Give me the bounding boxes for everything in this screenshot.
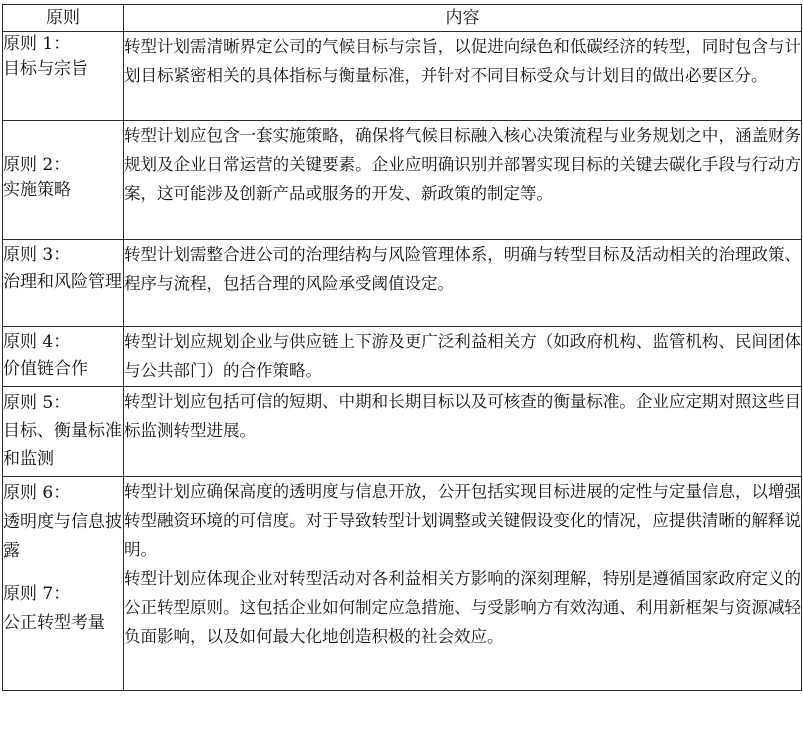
principle-cell [3, 32, 124, 121]
principle-cell [3, 387, 124, 477]
principle-cell [3, 327, 124, 387]
header-content: 内容 [124, 5, 802, 32]
principle-content: 转型计划需整合进公司的治理结构与风险管理体系，明确与转型目标及活动相关的治理政策、程序与流程，包括合理的风险承受阈值设定。 [124, 240, 802, 327]
principle-6-content: 转型计划应确保高度的透明度与信息开放，公开包括实现目标进展的定性与定量信息，以增强转型融资环境的可信度。对于导致转型计划调整或关键假设变化的情况，应提供清晰的解释说明。 [124, 482, 801, 559]
principle-7-block [3, 580, 123, 638]
table-header-row [3, 5, 802, 32]
principle-name: 目标与宗旨 [3, 59, 88, 79]
table-row [3, 32, 802, 121]
table-row [3, 240, 802, 327]
principle-content: 转型计划应包括可信的短期、中期和长期目标以及可核查的衡量标准。企业应定期对照这些目标监测转型进展。 [124, 387, 802, 477]
principle-content: 转型计划应包含一套实施策略，确保将气候目标融入核心决策流程与业务规划之中，涵盖财务规划及企业日常运营的关键要素。企业应明确识别并部署实现目标的关键去碳化手段与行动方案，这可能涉及创新产品或服务的开发、新政策的制定等。 [124, 121, 802, 240]
principle-cell [3, 477, 124, 691]
principle-number: 原则 4： [3, 332, 71, 352]
principle-content: 转型计划需清晰界定公司的气候目标与宗旨，以促进向绿色和低碳经济的转型，同时包含与计划目标紧密相关的具体指标与衡量标准，并针对不同目标受众与计划目的做出必要区分。 [124, 32, 802, 121]
principle-7-content: 转型计划应体现企业对转型活动对各利益相关方影响的深刻理解，特别是遵循国家政府定义的公正转型原则。这包括企业如何制定应急措施、与受影响方有效沟通、利用新框架与资源减轻负面影响，以及如何最大化地创造积极的社会效应。 [124, 569, 801, 646]
principle-cell [3, 240, 124, 327]
principle-name: 透明度与信息披露 [3, 512, 122, 561]
principle-number: 原则 6： [3, 483, 71, 503]
principle-name: 价值链合作 [3, 359, 88, 379]
principles-table [2, 4, 802, 691]
table-row [3, 387, 802, 477]
table-row [3, 327, 802, 387]
header-principle: 原则 [3, 5, 124, 32]
table-row [3, 121, 802, 240]
principle-name: 治理和风险管理 [3, 272, 122, 292]
principle-content: 转型计划应规划企业与供应链上下游及更广泛利益相关方（如政府机构、监管机构、民间团体与公共部门）的合作策略。 [124, 327, 802, 387]
principle-name: 目标、衡量标准和监测 [3, 421, 122, 469]
principle-content [124, 477, 802, 691]
principle-number: 原则 1： [3, 34, 71, 54]
table-row [3, 477, 802, 691]
principle-name: 实施策略 [3, 180, 71, 200]
principle-name: 公正转型考量 [3, 613, 105, 633]
principle-number: 原则 3： [3, 245, 71, 265]
principle-cell [3, 121, 124, 240]
principle-number: 原则 7： [3, 584, 71, 604]
principle-number: 原则 5： [3, 393, 71, 413]
principle-number: 原则 2： [3, 155, 71, 175]
